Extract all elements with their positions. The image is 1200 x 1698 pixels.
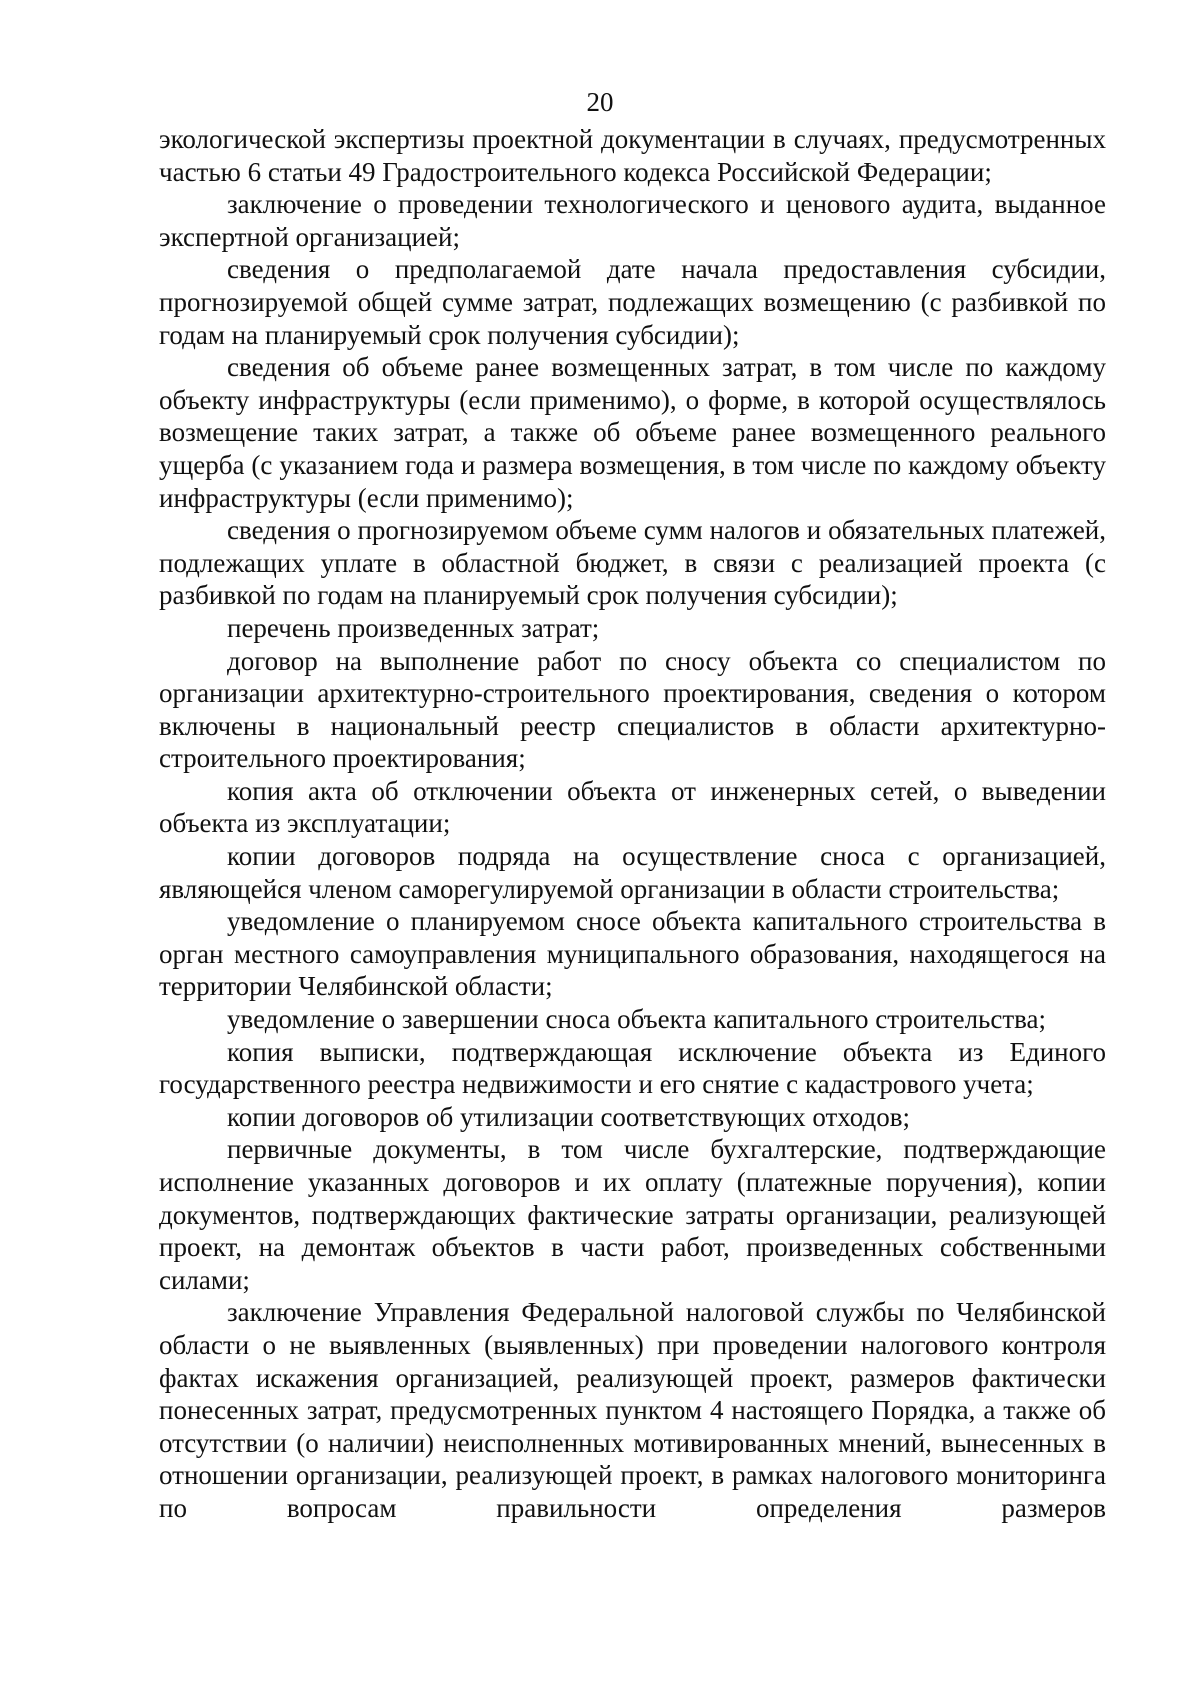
paragraph-demolition-contract: договор на выполнение работ по сносу объекта со специалистом по организации архитектурно-строительного проектирования, сведения о котором включены в национальный реестр специалистов в области архитектурно-строительного проектирования; xyxy=(159,645,1106,774)
paragraph-subsidy-start-date: сведения о предполагаемой дате начала предоставления субсидии, прогнозируемой общей сумме затрат, подлежащих возмещению (с разбивкой по годам на планируемый срок получения субсидии); xyxy=(159,254,1106,350)
paragraph-previously-reimbursed-costs: сведения об объеме ранее возмещенных затрат, в том числе по каждому объекту инфраструктуры (если применимо), о форме, в которой осуществлялось возмещение таких затрат, а также об объеме ранее возмещенного реального ущерба (с указанием года и размера возмещения, в том числе по каждому объекту инфраструктуры (если применимо); xyxy=(159,352,1106,513)
paragraph-tax-service-conclusion: заключение Управления Федеральной налоговой службы по Челябинской области о не выявленных (выявленных) при проведении налогового контроля фактах искажения организацией, реализующей проект, размеров фактически понесенных затрат, предусмотренных пунктом 4 настоящего Порядка, а также об отсутствии (о наличии) неисполненных мотивированных мнений, вынесенных в отношении организации, реализующей проект, в рамках налогового мониторинга по вопросам правильности определения размеров xyxy=(159,1297,1106,1523)
paragraph-waste-disposal-contracts: копии договоров об утилизации соответствующих отходов; xyxy=(227,1101,910,1132)
paragraph-forecast-taxes: сведения о прогнозируемом объеме сумм налогов и обязательных платежей, подлежащих уплате в областной бюджет, в связи с реализацией проекта (с разбивкой по годам на планируемый срок получения субсидии); xyxy=(159,515,1106,611)
paragraph-demolition-completion-notice: уведомление о завершении сноса объекта капитального строительства; xyxy=(227,1004,1047,1035)
paragraph-planned-demolition-notice: уведомление о планируемом сносе объекта капитального строительства в орган местного самоуправления муниципального образования, находящегося на территории Челябинской области; xyxy=(159,906,1106,1002)
paragraph-contractor-agreements: копии договоров подряда на осуществление сноса с организацией, являющейся членом саморегулируемой организации в области строительства; xyxy=(159,841,1106,904)
paragraph-continuation: экологической экспертизы проектной документации в случаях, предусмотренных частью 6 статьи 49 Градостроительного кодекса Российской Федерации; xyxy=(159,124,1106,187)
paragraph-audit-conclusion: заключение о проведении технологического и ценового аудита, выданное экспертной организацией; xyxy=(159,189,1106,252)
paragraph-disconnection-act: копия акта об отключении объекта от инженерных сетей, о выведении объекта из эксплуатации; xyxy=(159,775,1106,839)
page-number: 20 xyxy=(586,87,614,117)
paragraph-costs-list: перечень произведенных затрат; xyxy=(227,612,600,643)
paragraph-registry-extract: копия выписки, подтверждающая исключение объекта из Единого государственного реестра недвижимости и его снятие с кадастрового учета; xyxy=(159,1036,1106,1100)
paragraph-primary-documents: первичные документы, в том числе бухгалтерские, подтверждающие исполнение указанных договоров и их оплату (платежные поручения), копии документов, подтверждающих фактические затраты организации, реализующей проект, на демонтаж объектов в части работ, произведенных собственными силами; xyxy=(159,1134,1106,1295)
document-body xyxy=(159,123,1106,1525)
